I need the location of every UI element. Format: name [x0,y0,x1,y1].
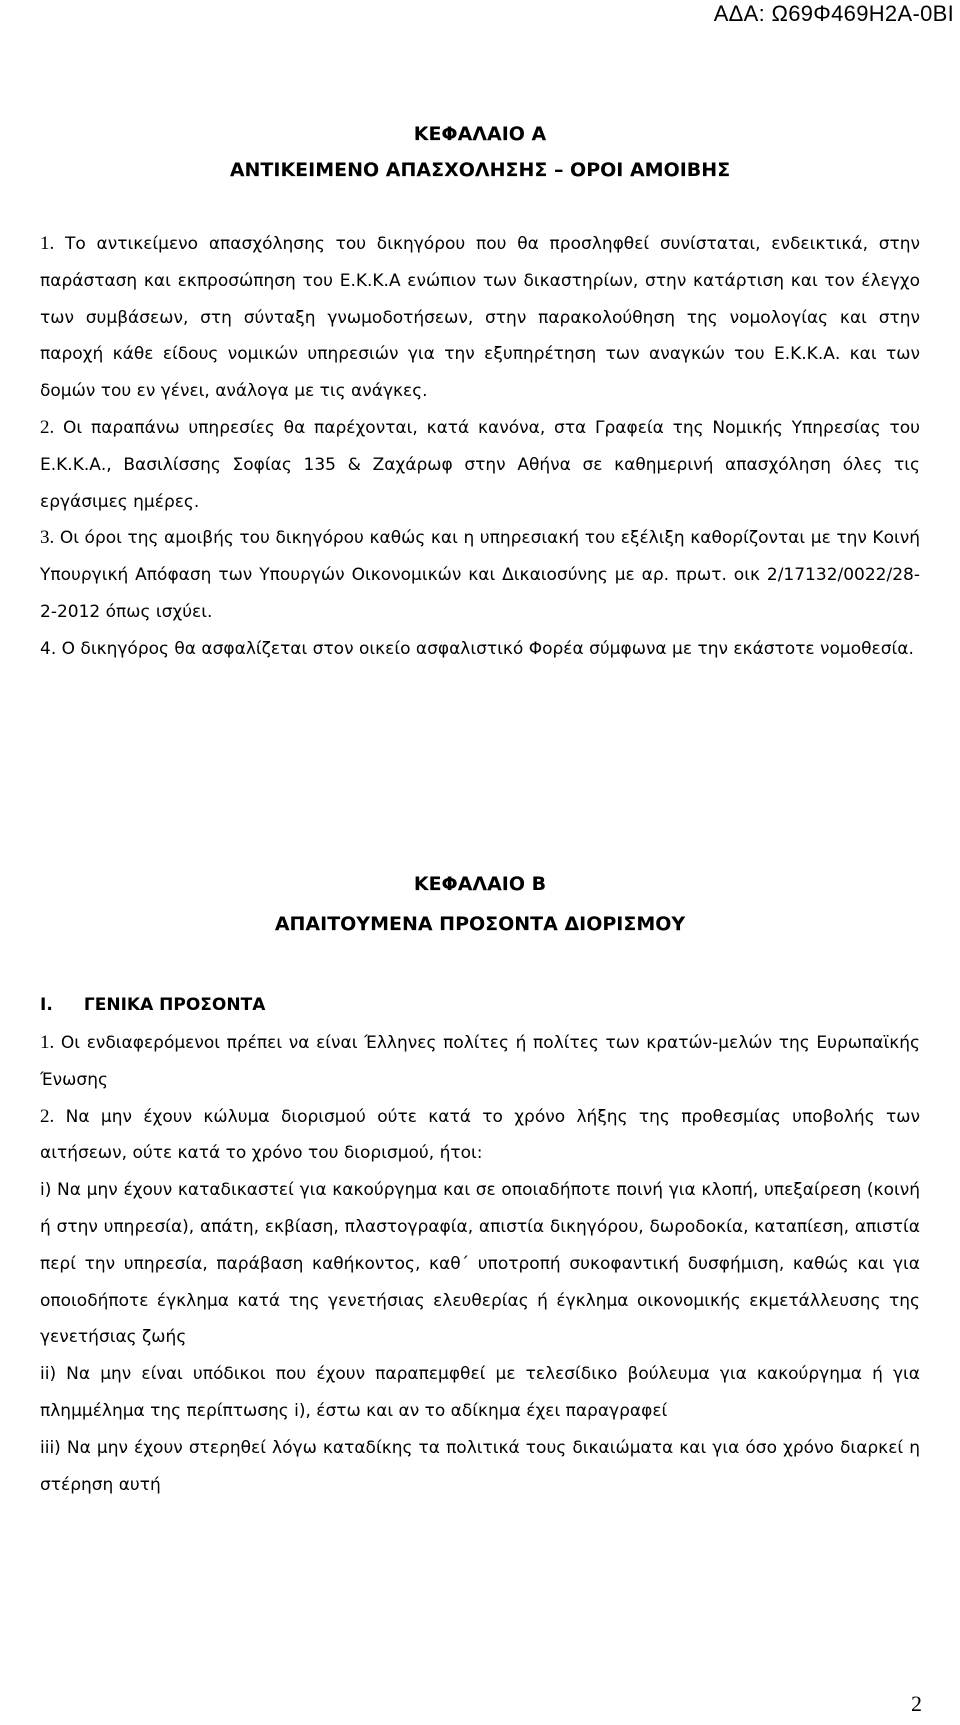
item-number: 1. [40,1032,55,1053]
item-text: Οι όροι της αμοιβής του δικηγόρου καθώς και η υπηρεσιακή του εξέλιξη καθορίζονται με την Κοινή Υπουργική Απόφαση των Υπουργών Οικονομικών και Δικαιοσύνης με αρ. πρωτ. οικ 2/17132/0022/28-2-2012 όπως ισχύει. [40,528,921,622]
item-text: Να μην έχουν κώλυμα διορισμού ούτε κατά το χρόνο λήξης της προθεσμίας υποβολής των αιτήσεων, ούτε κατά το χρόνο του διορισμού, ήτοι: [40,1106,920,1164]
list-item [40,520,920,630]
item-text: Οι παραπάνω υπηρεσίες θα παρέχονται, κατά κανόνα, στα Γραφεία της Νομικής Υπηρεσίας του Ε.Κ.Κ.Α., Βασιλίσσης Σοφίας 135 & Ζαχάρωφ στην Αθήνα σε καθημερινή απασχόληση όλες τις εργάσιμες ημέρες. [40,417,921,512]
chapter-a-title: ΚΕΦΑΛΑΙΟ Α [413,123,547,145]
chapter-b-title: ΚΕΦΑΛΑΙΟ Β [413,873,547,895]
item-text: Ο δικηγόρος θα ασφαλίζεται στον οικείο ασφαλιστικό Φορέα σύμφωνα με την εκάστοτε νομοθεσία. [61,638,914,659]
item-number: 4. [40,638,57,659]
item-number: 1. [40,233,55,254]
item-number: 2. [40,1105,55,1127]
list-item [40,226,920,410]
page-number: 2 [911,1691,922,1716]
item-text: Οι ενδιαφερόμενοι πρέπει να είναι Έλληνες πολίτες ή πολίτες των κρατών-μελών της Ευρωπαϊκής Ένωσης [40,1033,920,1090]
list-item [40,1099,920,1173]
chapter-a-subtitle: ΑΝΤΙΚΕΙΜΕΝΟ ΑΠΑΣΧΟΛΗΣΗΣ – ΟΡΟΙ ΑΜΟΙΒΗΣ [229,159,731,181]
sub-item: i) Να μην έχουν καταδικαστεί για κακούργημα και σε οποιαδήποτε ποινή για κλοπή, υπεξαίρεση (κοινή ή στην υπηρεσία), απάτη, εκβίαση, πλαστογραφία, απιστία δικηγόρου, δωροδοκία, καταπίεση, απιστία περί την υπηρεσία, παράβαση καθήκοντος, καθ΄ υποτροπή συκοφαντική δυσφήμιση, καθώς και για οποιοδήποτε έγκλημα κατά της γενετήσιας ελευθερίας ή έγκλημα οικονομικής εκμετάλλευσης της γενετήσιας ζωής [40,1180,920,1348]
sub-item: ii) Να μην είναι υπόδικοι που έχουν παραπεμφθεί με τελεσίδικο βούλευμα για κακούργημα ή για πλημμέλημα της περίπτωσης i), έστω και αν το αδίκημα έχει παραγραφεί [40,1364,920,1421]
ada-code: ΑΔΑ: Ω69Φ469Η2Α-0ΒΙ [713,1,954,26]
chapter-a-list [40,226,920,668]
item-text: Το αντικείμενο απασχόλησης του δικηγόρου που θα προσληφθεί συνίσταται, ενδεικτικά, στην παράσταση και εκπροσώπηση του Ε.Κ.Κ.Α ενώπιον των δικαστηρίων, στην κατάρτιση και τον έλεγχο των συμβάσεων, στη σύνταξη γνωμοδοτήσεων, στην παρακολούθηση της νομολογίας και στην παροχή κάθε είδους νομικών υπηρεσιών για την εξυπηρέτηση των αναγκών του Ε.Κ.Κ.Α. και των δομών του εν γένει, ανάλογα με τις ανάγκες. [40,234,920,402]
section-heading [40,987,265,1023]
list-item [40,410,920,520]
chapter-b-subtitle: ΑΠΑΙΤΟΥΜΕΝΑ ΠΡΟΣΟΝΤΑ ΔΙΟΡΙΣΜΟΥ [274,913,686,935]
item-number: 3. [40,527,55,549]
sub-item: iii) Να μην έχουν στερηθεί λόγω καταδίκης τα πολιτικά τους δικαιώματα και για όσο χρόνο διαρκεί η στέρηση αυτή [40,1437,920,1495]
list-item [40,631,920,668]
item-number: 2. [40,416,55,438]
list-item [40,1025,920,1099]
chapter-b-list [40,1025,920,1503]
section-title: ΓΕΝΙΚΑ ΠΡΟΣΟΝΤΑ [83,995,266,1015]
section-number: Ι. [40,995,53,1015]
